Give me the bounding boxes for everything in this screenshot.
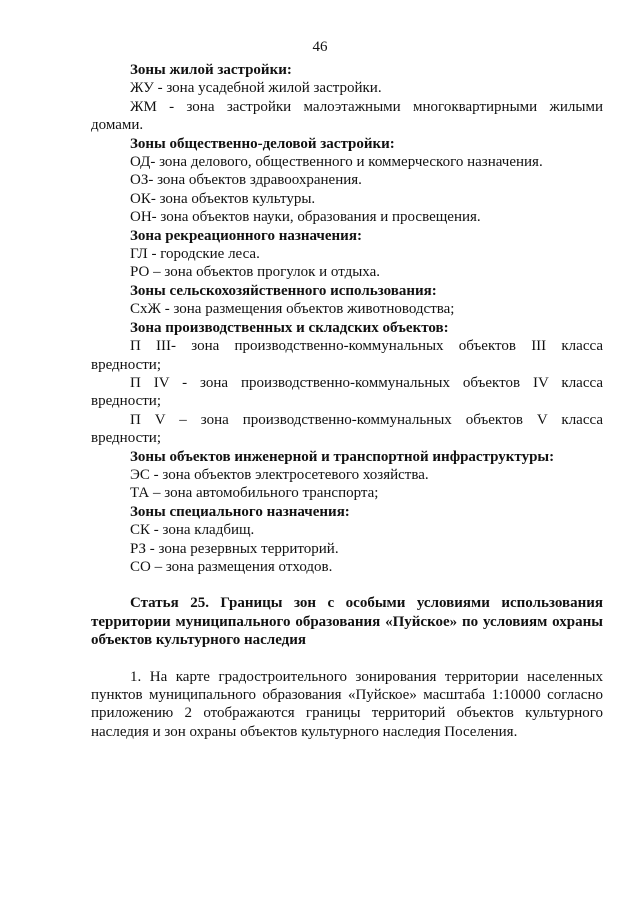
section-agricultural [91, 282, 603, 319]
list-item: РО – зона объектов прогулок и отдыха. [130, 264, 380, 281]
section-infrastructure [91, 448, 603, 503]
section-heading: Зоны сельскохозяйственного использования: [130, 282, 437, 299]
article-title: Статья 25. Границы зон с особыми условиями использования территории муниципального образования «Пуйское» по условиям охраны объектов культурного наследия [91, 595, 603, 649]
list-item: ОК- зона объектов культуры. [130, 190, 316, 207]
list-item: СхЖ - зона размещения объектов животноводства; [130, 301, 455, 318]
list-item: П IV - зона производственно-коммунальных объектов IV класса вредности; [91, 374, 603, 410]
article-paragraph: 1. На карте градостроительного зонирования территории населенных пунктов муниципального образования «Пуйское» масштаба 1:10000 согласно приложению 2 отображаются границы территорий объектов культурного наследия и зон охраны объектов культурного наследия Поселения. [91, 668, 603, 740]
section-recreation [91, 227, 603, 282]
list-item: ОЗ- зона объектов здравоохранения. [130, 172, 362, 189]
section-public-business [91, 135, 603, 227]
section-heading: Зоны жилой застройки: [130, 62, 292, 78]
list-item: П V – зона производственно-коммунальных объектов V класса вредности; [91, 411, 603, 447]
section-heading: Зоны общественно-деловой застройки: [130, 135, 395, 152]
list-item: СК - зона кладбищ. [130, 522, 255, 539]
list-item: СО – зона размещения отходов. [130, 558, 333, 575]
list-item: ГЛ - городские леса. [130, 246, 260, 263]
section-residential [91, 61, 603, 135]
section-special [91, 503, 603, 577]
page-number: 46 [312, 39, 328, 55]
list-item: РЗ - зона резервных территорий. [130, 540, 339, 557]
section-heading: Зона рекреационного назначения: [130, 227, 362, 244]
list-item: ЖМ - зона застройки малоэтажными многоквартирными жилыми домами. [91, 98, 603, 134]
document-body [91, 61, 603, 741]
section-heading: Зоны специального назначения: [130, 503, 350, 520]
section-industrial [91, 319, 603, 448]
list-item: П III- зона производственно-коммунальных объектов III класса вредности; [91, 338, 603, 373]
list-item: ЖУ - зона усадебной жилой застройки. [130, 80, 382, 97]
section-heading: Зоны объектов инженерной и транспортной инфраструктуры: [130, 448, 555, 465]
section-heading: Зона производственных и складских объектов: [130, 319, 449, 336]
list-item: ОД- зона делового, общественного и коммерческого назначения. [130, 154, 543, 171]
list-item: ОН- зона объектов науки, образования и просвещения. [130, 209, 481, 226]
list-item: ТА – зона автомобильного транспорта; [130, 485, 379, 502]
list-item: ЭС - зона объектов электросетевого хозяйства. [130, 466, 429, 483]
